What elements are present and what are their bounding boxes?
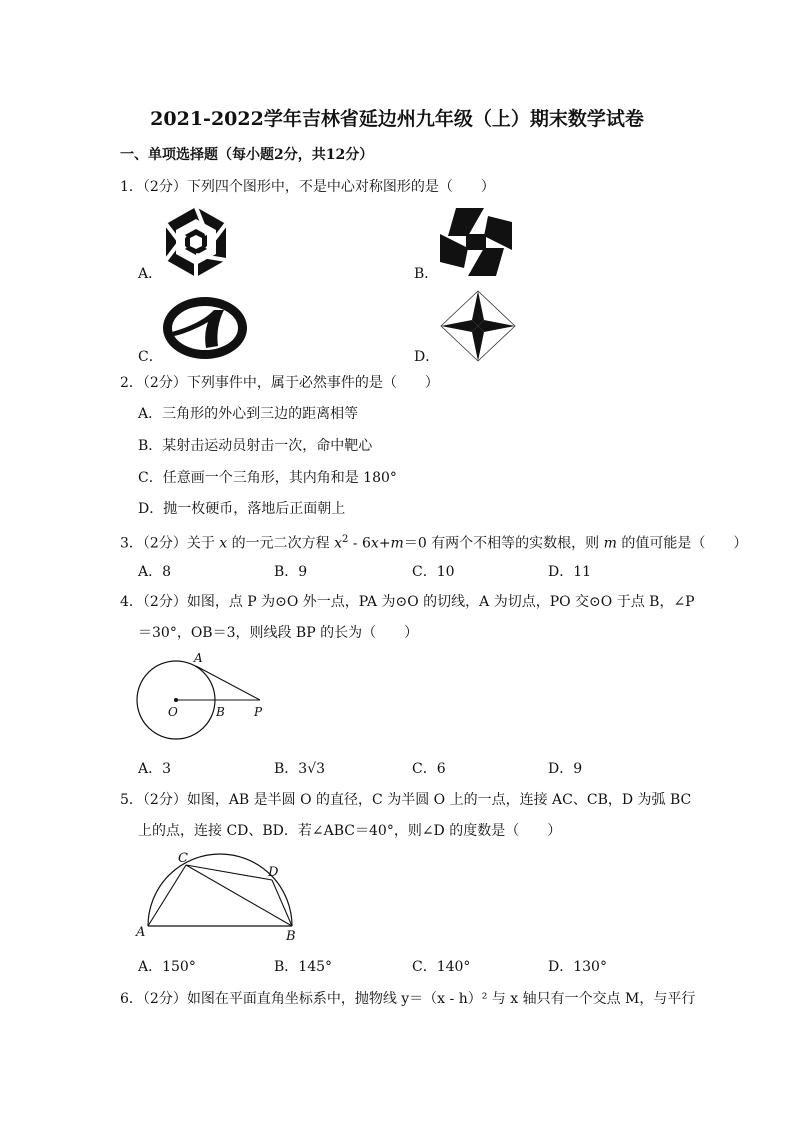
label-d: D bbox=[268, 865, 279, 880]
q2-option-c: C．任意画一个三角形，其内角和是 180° bbox=[138, 470, 397, 486]
figure-q5-semicircle bbox=[134, 848, 304, 944]
q2-option-a: A．三角形的外心到三边的距离相等 bbox=[138, 406, 359, 422]
figure-option-d bbox=[440, 290, 516, 362]
q2-option-d: D．抛一枚硬币，落地后正面朝上 bbox=[138, 501, 346, 517]
label-b: B bbox=[286, 929, 296, 944]
q3-option-c: C．10 bbox=[412, 564, 455, 580]
question-1-stem: 1．（2分）下列四个图形中，不是中心对称图形的是（ ） bbox=[120, 179, 495, 195]
label-b: B bbox=[216, 705, 225, 719]
label-c: C bbox=[178, 851, 188, 866]
label-a: A bbox=[136, 925, 146, 940]
q4-option-a: A．3 bbox=[138, 761, 172, 777]
q5-option-d: D．130° bbox=[548, 959, 607, 975]
label-p: P bbox=[254, 705, 263, 719]
figure-option-c bbox=[162, 296, 248, 360]
q3-option-a: A．8 bbox=[138, 564, 172, 580]
q3-option-d: D．11 bbox=[548, 564, 592, 580]
figure-option-b bbox=[438, 206, 514, 278]
q4-option-b: B．3√3 bbox=[274, 761, 326, 777]
q3-option-b: B．9 bbox=[274, 564, 308, 580]
q5-option-b: B．145° bbox=[274, 959, 333, 975]
q4-option-d: D．9 bbox=[548, 761, 583, 777]
label-o: O bbox=[168, 705, 178, 719]
figure-option-a bbox=[160, 205, 232, 279]
option-a: A． bbox=[138, 266, 163, 282]
section-heading: 一、单项选择题（每小题2分，共12分） bbox=[120, 147, 374, 163]
q2-option-b: B．某射击运动员射击一次，命中靶心 bbox=[138, 438, 373, 454]
option-c: C． bbox=[138, 349, 163, 365]
page-title: 2021-2022学年吉林省延边州九年级（上）期末数学试卷 bbox=[150, 108, 644, 130]
q5-option-a: A．150° bbox=[138, 959, 196, 975]
question-3-stem: 3．（2分）关于 x 的一元二次方程 $x^2 - 6x+m=0$ 有两个不相等的实数根，则 m 的值可能是（ ） bbox=[120, 534, 748, 552]
question-2-stem: 2．（2分）下列事件中，属于必然事件的是（ ） bbox=[120, 375, 439, 391]
figure-q4-circle-tangent bbox=[134, 650, 274, 750]
question-5-line2: 上的点，连接 CD、BD．若∠ABC＝40°，则∠D 的度数是（ ） bbox=[138, 823, 562, 839]
option-b: B． bbox=[414, 266, 439, 282]
label-a: A bbox=[194, 651, 203, 665]
question-4-line1: 4．（2分）如图，点 P 为⊙O 外一点，PA 为⊙O 的切线，A 为切点，PO 交⊙O 于点 B，∠P bbox=[120, 594, 695, 610]
option-d: D． bbox=[414, 349, 440, 365]
question-4-line2: ＝30°，OB＝3，则线段 BP 的长为（ ） bbox=[138, 625, 419, 641]
q4-option-c: C．6 bbox=[412, 761, 446, 777]
question-5-line1: 5．（2分）如图，AB 是半圆 O 的直径，C 为半圆 O 上的一点，连接 AC、CB，D 为弧 BC bbox=[120, 792, 692, 808]
question-6-line1: 6．（2分）如图在平面直角坐标系中，抛物线 y＝（x - h）² 与 x 轴只有一个交点 M，与平行 bbox=[120, 991, 696, 1007]
q5-option-c: C．140° bbox=[412, 959, 471, 975]
